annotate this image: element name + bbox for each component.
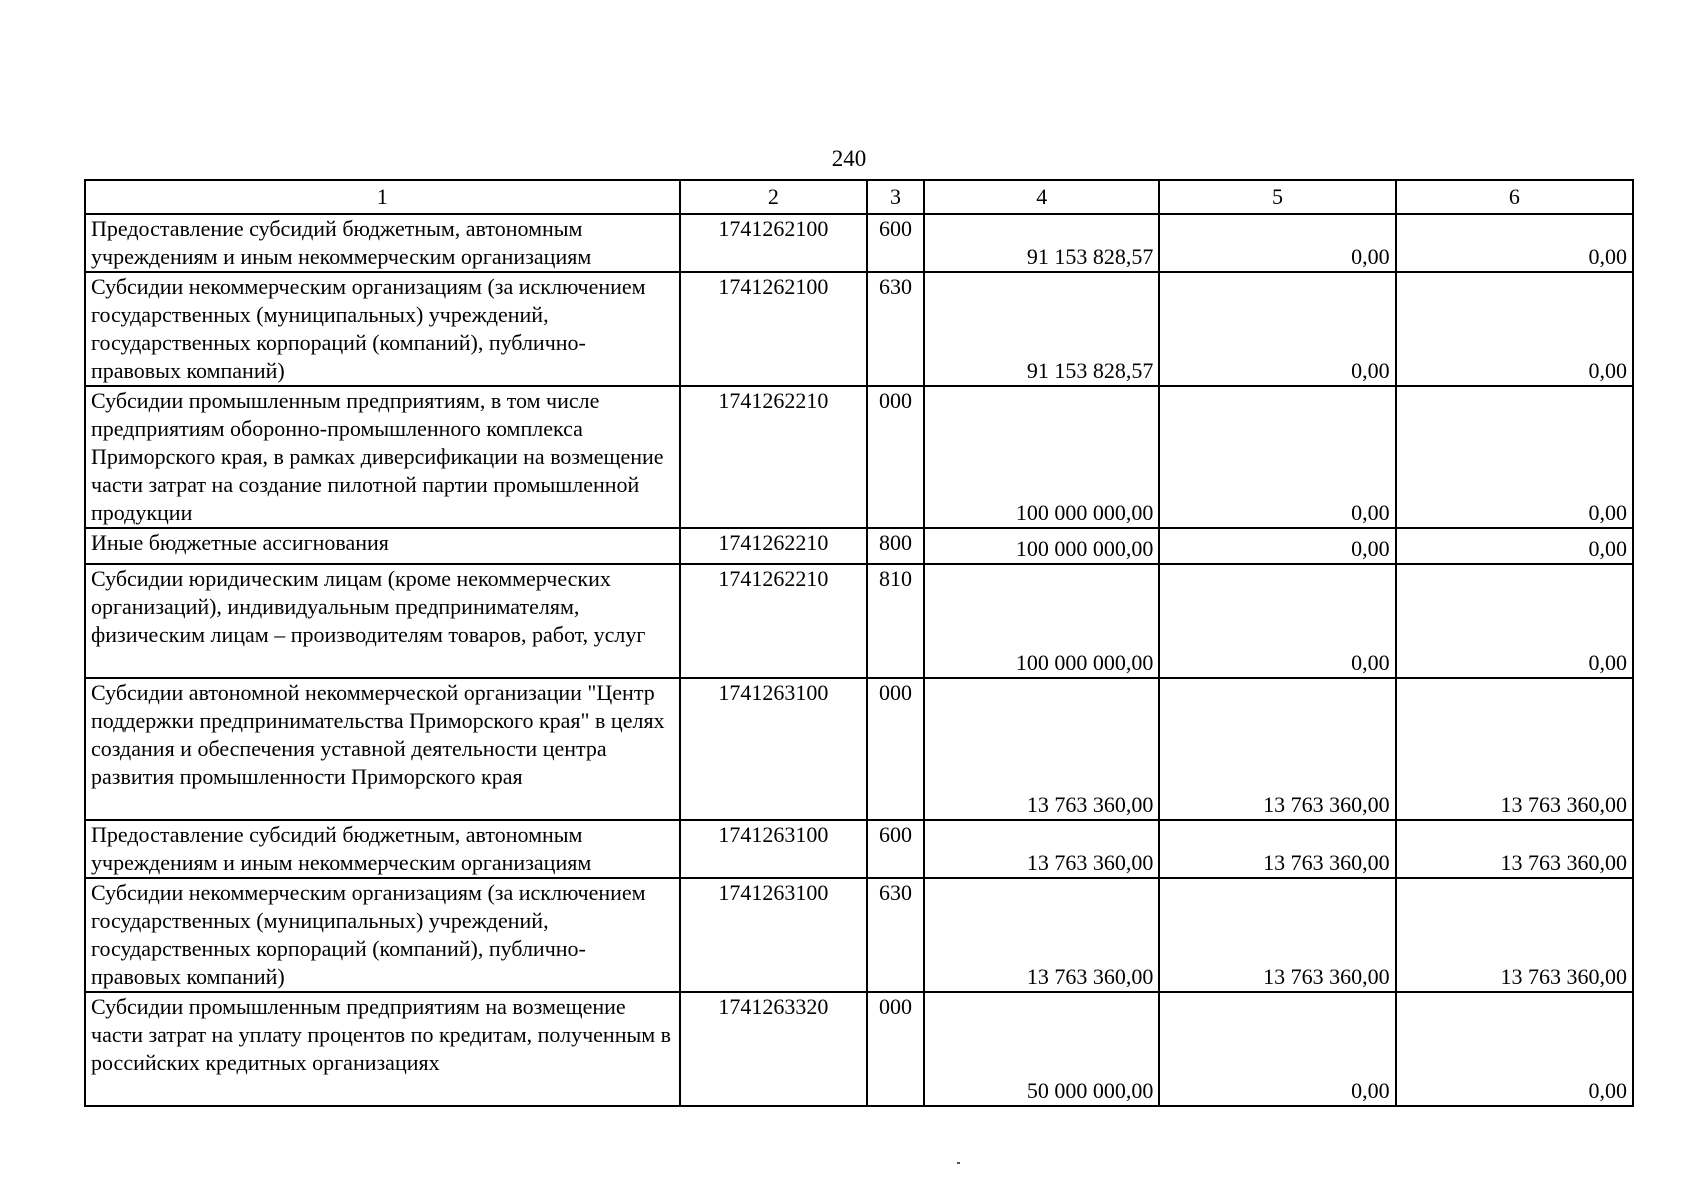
row-name: Субсидии промышленным предприятиям на возмещение части затрат на уплату процентов по кредитам, полученным в российских кредитных организациях (85, 992, 680, 1106)
column-header-2: 2 (680, 180, 867, 214)
row-amount-6: 13 763 360,00 (1396, 878, 1633, 992)
row-amount-4: 13 763 360,00 (924, 678, 1159, 820)
row-amount-4: 13 763 360,00 (924, 820, 1159, 878)
row-amount-6: 0,00 (1396, 564, 1633, 678)
column-header-4: 4 (924, 180, 1159, 214)
row-type: 630 (867, 272, 924, 386)
row-amount-6: 13 763 360,00 (1396, 678, 1633, 820)
row-amount-5: 0,00 (1159, 214, 1395, 272)
row-amount-4: 13 763 360,00 (924, 878, 1159, 992)
table-row (85, 878, 1633, 992)
row-amount-6: 0,00 (1396, 214, 1633, 272)
header-row (85, 180, 1633, 214)
row-name: Субсидии некоммерческим организациям (за исключением государственных (муниципальных) учреждений, государственных корпораций (компаний), публично-правовых компаний) (85, 272, 680, 386)
scan-speck (957, 1162, 960, 1164)
row-amount-5: 0,00 (1159, 386, 1395, 528)
column-header-5: 5 (1159, 180, 1395, 214)
row-amount-4: 100 000 000,00 (924, 564, 1159, 678)
row-amount-5: 0,00 (1159, 992, 1395, 1106)
table-row (85, 678, 1633, 820)
row-code: 1741263100 (680, 678, 867, 820)
row-name: Предоставление субсидий бюджетным, автономным учреждениям и иным некоммерческим организациям (85, 214, 680, 272)
row-amount-6: 0,00 (1396, 386, 1633, 528)
table-row (85, 214, 1633, 272)
row-amount-4: 50 000 000,00 (924, 992, 1159, 1106)
table-row (85, 386, 1633, 528)
row-amount-5: 13 763 360,00 (1159, 678, 1395, 820)
row-name: Предоставление субсидий бюджетным, автономным учреждениям и иным некоммерческим организациям (85, 820, 680, 878)
page-number: 240 (831, 146, 867, 171)
column-header-6: 6 (1396, 180, 1633, 214)
row-amount-5: 0,00 (1159, 272, 1395, 386)
table-row (85, 528, 1633, 564)
row-code: 1741263320 (680, 992, 867, 1106)
row-amount-5: 0,00 (1159, 564, 1395, 678)
table-row (85, 992, 1633, 1106)
row-amount-4: 100 000 000,00 (924, 386, 1159, 528)
row-amount-6: 0,00 (1396, 528, 1633, 564)
row-amount-6: 0,00 (1396, 272, 1633, 386)
row-amount-5: 13 763 360,00 (1159, 878, 1395, 992)
table-row (85, 820, 1633, 878)
row-amount-5: 0,00 (1159, 528, 1395, 564)
row-amount-6: 0,00 (1396, 992, 1633, 1106)
row-code: 1741262100 (680, 214, 867, 272)
row-code: 1741263100 (680, 820, 867, 878)
column-header-1: 1 (85, 180, 680, 214)
row-type: 810 (867, 564, 924, 678)
table-row (85, 272, 1633, 386)
row-name: Субсидии юридическим лицам (кроме некоммерческих организаций), индивидуальным предпринимателям, физическим лицам – производителям товаров, работ, услуг (85, 564, 680, 678)
row-type: 000 (867, 678, 924, 820)
row-amount-4: 100 000 000,00 (924, 528, 1159, 564)
row-type: 600 (867, 214, 924, 272)
row-type: 600 (867, 820, 924, 878)
row-code: 1741262210 (680, 386, 867, 528)
row-code: 1741263100 (680, 878, 867, 992)
row-type: 800 (867, 528, 924, 564)
row-amount-4: 91 153 828,57 (924, 214, 1159, 272)
row-type: 630 (867, 878, 924, 992)
budget-table (84, 179, 1634, 1107)
row-code: 1741262100 (680, 272, 867, 386)
row-name: Субсидии промышленным предприятиям, в том числе предприятиям оборонно-промышленного комплекса Приморского края, в рамках диверсификации на возмещение части затрат на создание пилотной партии промышленной продукции (85, 386, 680, 528)
row-code: 1741262210 (680, 528, 867, 564)
row-name: Иные бюджетные ассигнования (85, 528, 680, 564)
row-amount-5: 13 763 360,00 (1159, 820, 1395, 878)
row-type: 000 (867, 992, 924, 1106)
row-code: 1741262210 (680, 564, 867, 678)
row-type: 000 (867, 386, 924, 528)
table-row (85, 564, 1633, 678)
column-header-3: 3 (867, 180, 924, 214)
row-amount-6: 13 763 360,00 (1396, 820, 1633, 878)
row-name: Субсидии автономной некоммерческой организации "Центр поддержки предпринимательства Приморского края" в целях создания и обеспечения уставной деятельности центра развития промышленности Приморского края (85, 678, 680, 820)
row-amount-4: 91 153 828,57 (924, 272, 1159, 386)
row-name: Субсидии некоммерческим организациям (за исключением государственных (муниципальных) учреждений, государственных корпораций (компаний), публично-правовых компаний) (85, 878, 680, 992)
